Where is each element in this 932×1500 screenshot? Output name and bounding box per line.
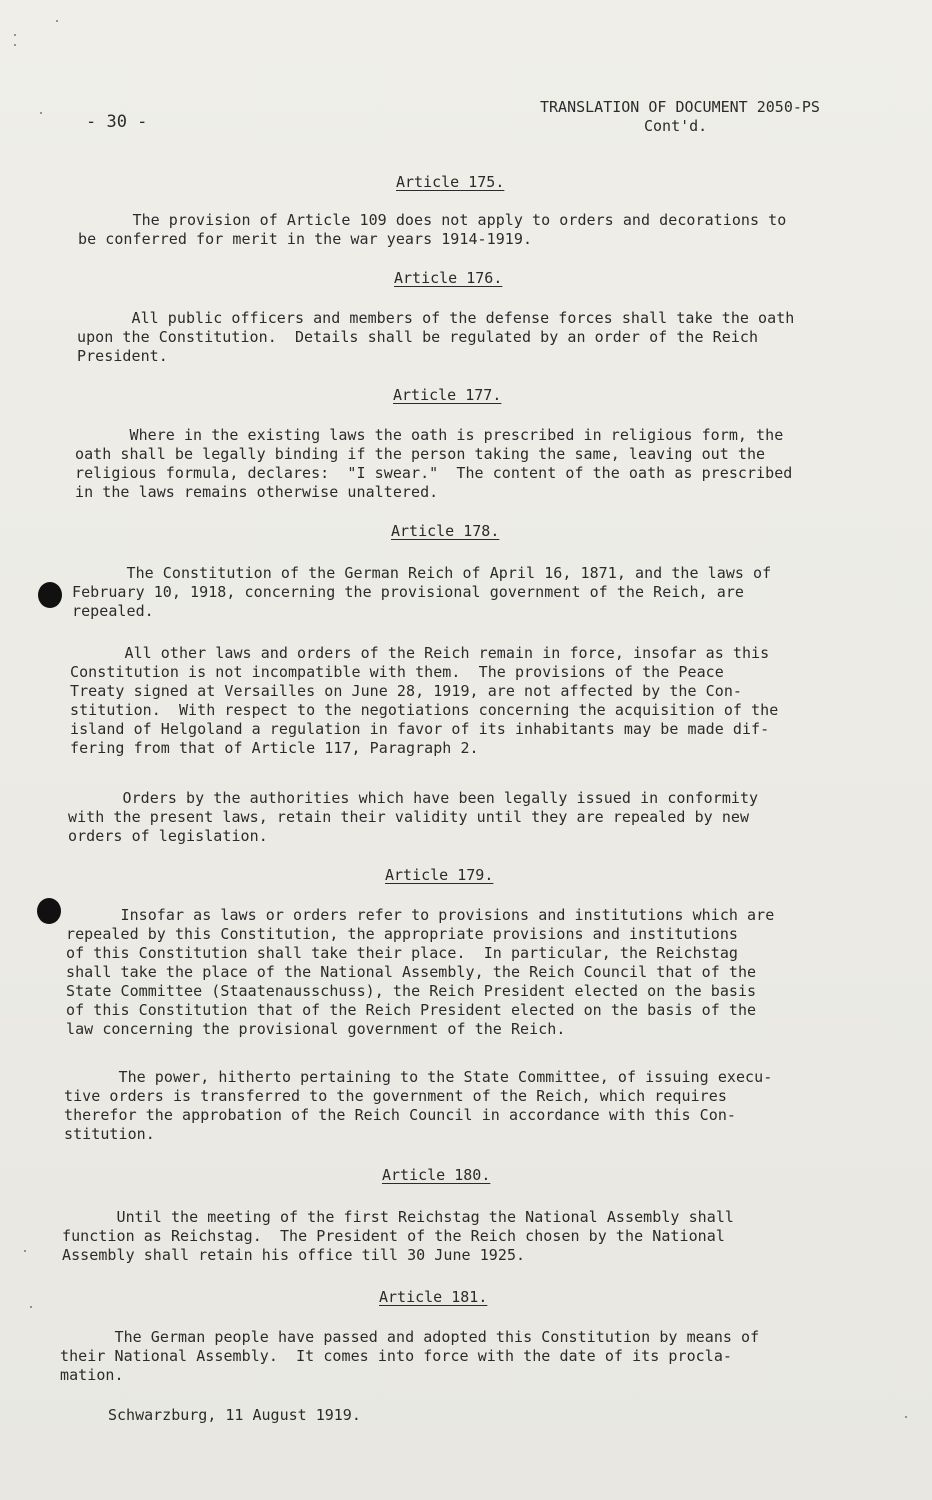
document-reference	[540, 98, 820, 136]
article-177-paragraph: Where in the existing laws the oath is prescribed in religious form, the oath shall be legally binding if the person taking the same, leaving out the religious formula, declares: "I swear." The content of the oath as prescribed in the laws remains otherwise unaltered.	[75, 426, 793, 501]
article-180-heading: Article 180.	[382, 1166, 491, 1184]
article-178-paragraph-1: The Constitution of the German Reich of April 16, 1871, and the laws of February 10, 1918, concerning the provisional government of the Reich, are repealed.	[72, 564, 772, 620]
scan-speck	[56, 20, 58, 22]
scan-speck	[40, 112, 42, 114]
article-175-paragraph: The provision of Article 109 does not apply to orders and decorations to be conferred for merit in the war years 1914-1919.	[78, 211, 787, 248]
article-179-paragraph-2: The power, hitherto pertaining to the State Committee, of issuing execu- tive orders is transferred to the government of the Reich, which requires therefor the approbation of the Reich Council in accordance with this Con- stitution.	[64, 1068, 773, 1143]
scan-speck	[14, 34, 16, 36]
scan-speck	[24, 1250, 26, 1252]
continued-label: Cont'd.	[644, 117, 708, 135]
article-178-heading: Article 178.	[391, 522, 500, 540]
scan-speck	[905, 1416, 907, 1418]
article-178-paragraph-3: Orders by the authorities which have been legally issued in conformity with the present laws, retain their validity until they are repealed by new orders of legislation.	[68, 789, 759, 845]
article-175-heading: Article 175.	[396, 173, 505, 191]
article-178-paragraph-2: All other laws and orders of the Reich remain in force, insofar as this Constitution is not incompatible with them. The provisions of the Peace Treaty signed at Versailles on June 28, 1919, are not affected by the Con- stitution. With respect to the negotiations concerning the acquisition of the island of Helgoland a regulation in favor of its inhabitants may be made dif- fering from that of Article 117, Paragraph 2.	[70, 644, 779, 757]
article-179-heading: Article 179.	[385, 866, 494, 884]
article-176-heading: Article 176.	[394, 269, 503, 287]
article-177-heading: Article 177.	[393, 386, 502, 404]
page-number: - 30 -	[86, 112, 148, 132]
article-181-paragraph: The German people have passed and adopted this Constitution by means of their National Assembly. It comes into force with the date of its procla- mation.	[60, 1328, 760, 1384]
article-180-paragraph: Until the meeting of the first Reichstag the National Assembly shall function as Reichstag. The President of the Reich chosen by the National Assembly shall retain his office till 30 June 1925.	[62, 1208, 734, 1264]
scan-speck	[30, 1306, 32, 1308]
article-181-heading: Article 181.	[379, 1288, 488, 1306]
article-179-paragraph-1: Insofar as laws or orders refer to provisions and institutions which are repealed by this Constitution, the appropriate provisions and institutions of this Constitution shall take their place. In particular, the Reichstag shall take the place of the National Assembly, the Reich Council that of the State Committee (Staatenausschuss), the Reich President elected on the basis of this Constitution that of the Reich President elected on the basis of the law concerning the provisional government of the Reich.	[66, 906, 775, 1038]
article-176-paragraph: All public officers and members of the defense forces shall take the oath upon the Constitution. Details shall be regulated by an order of the Reich President.	[77, 309, 795, 365]
punch-hole-upper	[38, 582, 62, 608]
punch-hole-lower	[37, 898, 61, 924]
scan-speck	[14, 44, 16, 46]
document-title: TRANSLATION OF DOCUMENT 2050-PS	[540, 98, 820, 116]
signoff-place-date: Schwarzburg, 11 August 1919.	[108, 1406, 361, 1424]
